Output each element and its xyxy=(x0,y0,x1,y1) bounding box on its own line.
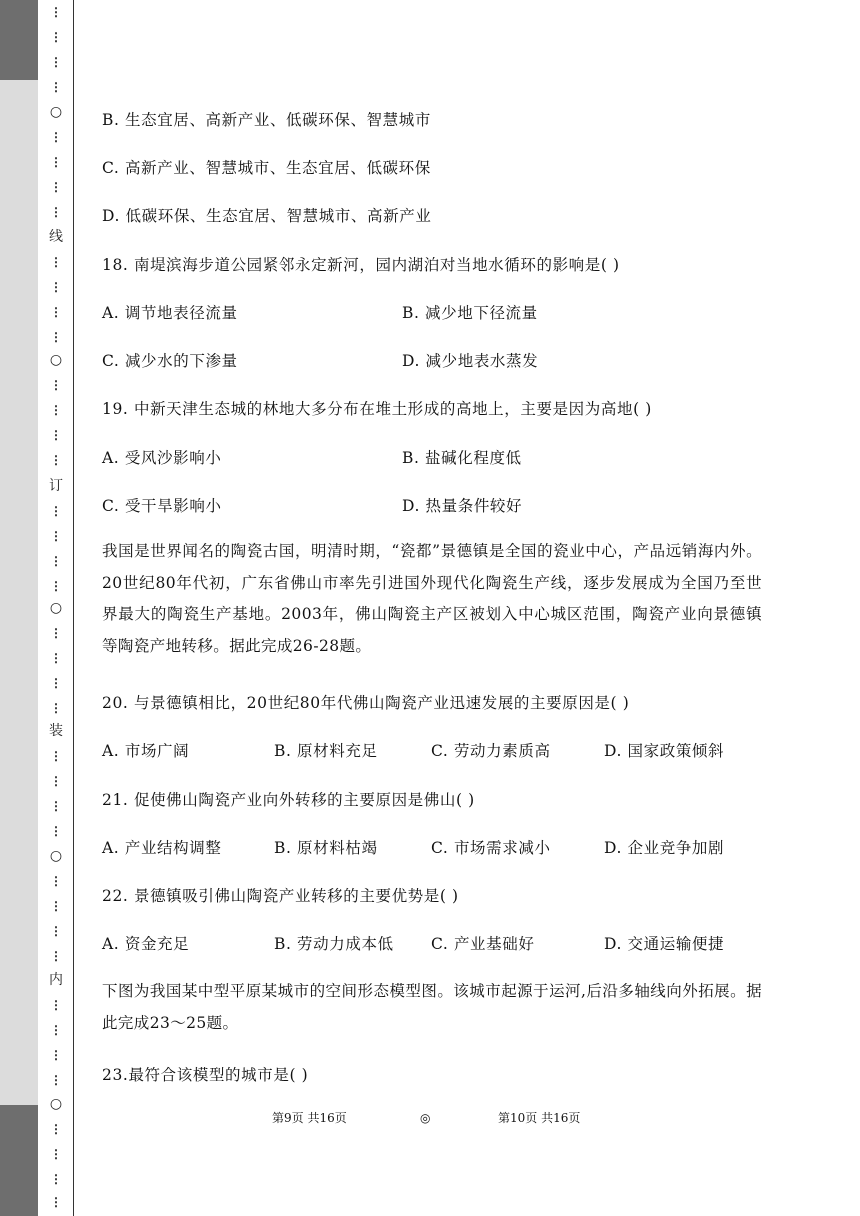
binding-dots-icon: ⋮ xyxy=(50,55,62,69)
binding-dots-icon: ⋮ xyxy=(50,30,62,44)
binding-border-line xyxy=(73,0,74,1216)
binding-label: 装 xyxy=(49,723,63,739)
binding-dots-icon: ⋮ xyxy=(50,924,62,938)
binding-dots-icon: ⋮ xyxy=(50,749,62,763)
question-22-option-b: B. 劳动力成本低 xyxy=(274,935,394,953)
binding-dots-icon: ⋮ xyxy=(50,378,62,392)
question-21-option-a: A. 产业结构调整 xyxy=(102,839,222,857)
question-21-option-c: C. 市场需求减小 xyxy=(431,839,551,857)
binding-hole-icon: ○ xyxy=(49,1096,63,1112)
question-18-option-c: C. 减少水的下渗量 xyxy=(102,352,238,370)
option-17-b: B. 生态宜居、高新产业、低碳环保、智慧城市 xyxy=(102,111,431,129)
binding-hole-icon: ○ xyxy=(49,600,63,616)
binding-dots-icon: ⋮ xyxy=(50,504,62,518)
binding-dots-icon: ⋮ xyxy=(50,80,62,94)
question-23-stem: 23.最符合该模型的城市是( ) xyxy=(102,1066,309,1084)
binding-line-column xyxy=(42,0,70,1216)
binding-hole-icon: ○ xyxy=(49,104,63,120)
binding-dots-icon: ⋮ xyxy=(50,330,62,344)
binding-dots-icon: ⋮ xyxy=(50,554,62,568)
question-19-option-a: A. 受风沙影响小 xyxy=(102,449,222,467)
binding-dots-icon: ⋮ xyxy=(50,626,62,640)
question-20-option-c: C. 劳动力素质高 xyxy=(431,742,551,760)
binding-dots-icon: ⋮ xyxy=(50,949,62,963)
binding-dots-icon: ⋮ xyxy=(50,799,62,813)
binding-hole-icon: ○ xyxy=(49,352,63,368)
question-21-option-d: D. 企业竞争加剧 xyxy=(604,839,725,857)
question-20-option-d: D. 国家政策倾斜 xyxy=(604,742,725,760)
binding-dots-icon: ⋮ xyxy=(50,1048,62,1062)
question-21-stem: 21. 促使佛山陶瓷产业向外转移的主要原因是佛山( ) xyxy=(102,791,475,809)
footer-page-right: 第10页 共16页 xyxy=(498,1111,581,1125)
binding-dots-icon: ⋮ xyxy=(50,155,62,169)
binding-dots-icon: ⋮ xyxy=(50,998,62,1012)
binding-dots-icon: ⋮ xyxy=(50,701,62,715)
binding-dots-icon: ⋮ xyxy=(50,130,62,144)
binding-dots-icon: ⋮ xyxy=(50,1172,62,1186)
question-22-option-d: D. 交通运输便捷 xyxy=(604,935,725,953)
binding-dots-icon: ⋮ xyxy=(50,1147,62,1161)
binding-dots-icon: ⋮ xyxy=(50,579,62,593)
binding-tab-top xyxy=(0,0,38,80)
passage-city-model: 下图为我国某中型平原某城市的空间形态模型图。该城市起源于运河,后沿多轴线向外拓展。据此完成23～25题。 xyxy=(102,982,762,1032)
footer-page-left: 第9页 共16页 xyxy=(272,1111,347,1125)
question-18-stem: 18. 南堤滨海步道公园紧邻永定新河，园内湖泊对当地水循环的影响是( ) xyxy=(102,256,620,274)
binding-label: 内 xyxy=(49,972,63,988)
question-20-option-a: A. 市场广阔 xyxy=(102,742,190,760)
binding-dots-icon: ⋮ xyxy=(50,774,62,788)
question-18-option-a: A. 调节地表径流量 xyxy=(102,304,238,322)
binding-dots-icon: ⋮ xyxy=(50,305,62,319)
binding-dots-icon: ⋮ xyxy=(50,529,62,543)
question-21-option-b: B. 原材料枯竭 xyxy=(274,839,378,857)
question-21-options xyxy=(102,838,772,858)
question-22-option-a: A. 资金充足 xyxy=(102,935,190,953)
binding-dots-icon: ⋮ xyxy=(50,280,62,294)
binding-dots-icon: ⋮ xyxy=(50,255,62,269)
question-19-option-b: B. 盐碱化程度低 xyxy=(402,449,522,467)
question-22-stem: 22. 景德镇吸引佛山陶瓷产业转移的主要优势是( ) xyxy=(102,887,459,905)
passage-ceramics: 我国是世界闻名的陶瓷古国，明清时期，“瓷都”景德镇是全国的瓷业中心，产品远销海内外。20世纪80年代初，广东省佛山市率先引进国外现代化陶瓷生产线，逐步发展成为全国乃至世界最大的陶瓷生产基地。2003年，佛山陶瓷主产区被划入中心城区范围，陶瓷产业向景德镇等陶瓷产地转移。据此完成26-28题。 xyxy=(102,542,762,655)
binding-dots-icon: ⋮ xyxy=(50,651,62,665)
binding-dots-icon: ⋮ xyxy=(50,1195,62,1209)
question-22-options xyxy=(102,934,772,954)
binding-margin-shade xyxy=(0,80,38,1105)
binding-dots-icon: ⋮ xyxy=(50,5,62,19)
question-20-stem: 20. 与景德镇相比，20世纪80年代佛山陶瓷产业迅速发展的主要原因是( ) xyxy=(102,694,630,712)
binding-dots-icon: ⋮ xyxy=(50,824,62,838)
question-18-options-row2 xyxy=(102,351,772,371)
question-19-option-d: D. 热量条件较好 xyxy=(402,497,523,515)
question-20-option-b: B. 原材料充足 xyxy=(274,742,378,760)
binding-dots-icon: ⋮ xyxy=(50,453,62,467)
footer-center-mark: ◎ xyxy=(420,1111,431,1125)
binding-label: 线 xyxy=(49,229,63,245)
binding-dots-icon: ⋮ xyxy=(50,899,62,913)
option-17-c: C. 高新产业、智慧城市、生态宜居、低碳环保 xyxy=(102,159,431,177)
binding-dots-icon: ⋮ xyxy=(50,1073,62,1087)
question-22-option-c: C. 产业基础好 xyxy=(431,935,535,953)
question-19-option-c: C. 受干旱影响小 xyxy=(102,497,222,515)
question-18-options-row1 xyxy=(102,303,772,323)
binding-dots-icon: ⋮ xyxy=(50,874,62,888)
binding-dots-icon: ⋮ xyxy=(50,1023,62,1037)
question-18-option-d: D. 减少地表水蒸发 xyxy=(402,352,539,370)
question-19-options-row2 xyxy=(102,496,772,516)
question-19-options-row1 xyxy=(102,448,772,468)
question-18-option-b: B. 减少地下径流量 xyxy=(402,304,538,322)
option-17-d: D. 低碳环保、生态宜居、智慧城市、高新产业 xyxy=(102,207,432,225)
binding-label: 订 xyxy=(49,478,63,494)
binding-dots-icon: ⋮ xyxy=(50,676,62,690)
question-19-stem: 19. 中新天津生态城的林地大多分布在堆土形成的高地上，主要是因为高地( ) xyxy=(102,400,652,418)
question-20-options xyxy=(102,741,772,761)
binding-dots-icon: ⋮ xyxy=(50,403,62,417)
binding-hole-icon: ○ xyxy=(49,848,63,864)
binding-dots-icon: ⋮ xyxy=(50,428,62,442)
binding-dots-icon: ⋮ xyxy=(50,205,62,219)
binding-dots-icon: ⋮ xyxy=(50,180,62,194)
binding-tab-bottom xyxy=(0,1105,38,1216)
binding-dots-icon: ⋮ xyxy=(50,1122,62,1136)
